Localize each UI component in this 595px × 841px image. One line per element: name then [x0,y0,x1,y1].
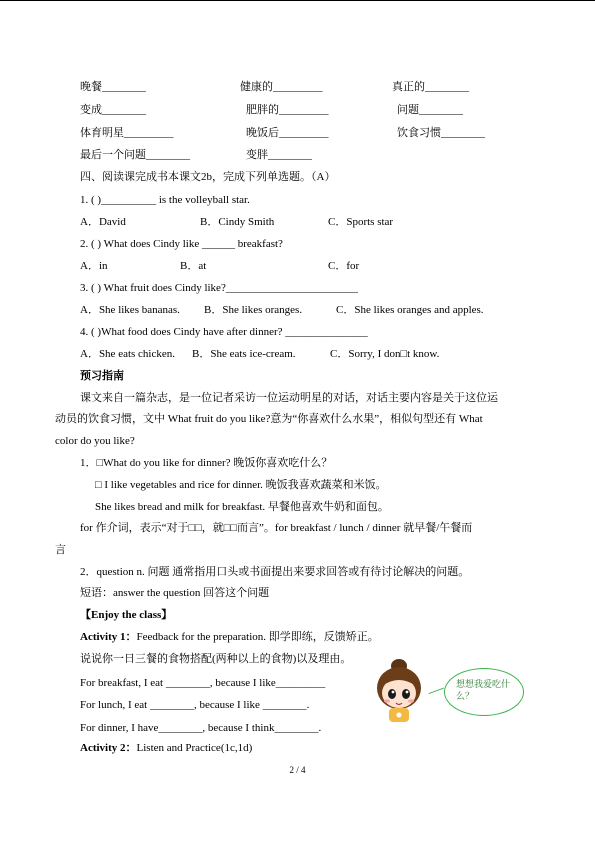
option: C．for [328,260,360,272]
question-stem: 1. ( )__________ is the volleyball star. [80,194,250,206]
option: A．David [80,216,126,228]
option: B．Cindy Smith [200,216,275,228]
option: B．She eats ice-cream. [192,348,296,360]
page-number: 2 / 4 [289,765,306,775]
paragraph-line: 2．question n. 问题 通常指用口头或书面提出来要求回答或有待讨论解决的问题。 [80,566,470,578]
vocab-item: 健康的_________ [240,81,323,93]
vocab-item: 变成________ [80,104,146,116]
activity-1 [80,630,379,644]
paragraph-line: 1．□What do you like for dinner? 晚饭你喜欢吃什么？ [80,457,333,469]
paragraph-line: She likes bread and milk for breakfast. 早餐他喜欢牛奶和面包。 [95,501,389,513]
activity-text: Listen and Practice(1c,1d) [136,742,253,754]
option: A．She eats chicken. [80,348,175,360]
fill-sentence: For breakfast, I eat ________, because I like_________ [80,677,326,689]
option: C．Sports star [328,216,394,228]
vocab-item: 真正的________ [392,81,469,93]
paragraph-line: 短语：answer the question 回答这个问题 [80,587,270,599]
paragraph-line: 言 [55,544,66,556]
vocab-item: 变胖________ [246,149,312,161]
paragraph-line: 课文来自一篇杂志，是一位记者采访一位运动明星的对话，对话主要内容是关于这位运 [80,392,498,404]
option: B．at [180,260,207,272]
paragraph-line: for 作介词，表示“对于□□，就□□而言”。for breakfast / lunch / dinner 就早餐/午餐而 [80,522,473,534]
activity-text: Feedback for the preparation. 即学即练，反馈矫正。 [136,631,379,643]
paragraph-line: 动员的饮食习惯，文中 What fruit do you like?意为“你喜欢什么水果”，相似句型还有 What [55,413,483,425]
option: C．Sorry, I don□t know. [330,348,440,360]
activity-instruction: 说说你一日三餐的食物搭配(两种以上的食物)以及理由。 [80,653,352,665]
question-stem: 3. ( ) What fruit does Cindy like?________________________ [80,282,358,294]
question-stem: 4. ( )What food does Cindy have after dinner? _______________ [80,326,368,338]
speech-bubble-text: 想想我爱吃什么？ [456,680,511,702]
header-rule [0,0,595,1]
enjoy-title: 【Enjoy the class】 [80,609,173,621]
option: A．She likes bananas. [80,304,180,316]
activity-label: Activity 2： [80,742,137,754]
vocab-item: 肥胖的_________ [246,104,329,116]
activity-label: Activity 1： [80,631,137,643]
fill-sentence: For lunch, I eat ________, because I like ________. [80,699,310,711]
section-title: 四、阅读课完成书本课文2b，完成下列单选题。（A） [80,171,336,183]
speech-bubble-tail [429,688,448,704]
vocab-item: 最后一个问题________ [80,149,190,161]
paragraph-line: color do you like? [55,435,135,447]
paragraph-line: □ I like vegetables and rice for dinner. 晚饭我喜欢蔬菜和米饭。 [95,479,387,491]
option: B．She likes oranges. [204,304,303,316]
guide-title: 预习指南 [80,370,124,382]
fill-sentence: For dinner, I have________, because I think________. [80,722,322,734]
vocab-item: 问题________ [397,104,463,116]
vocab-item: 体育明星_________ [80,127,174,139]
option: C．She likes oranges and apples. [336,304,484,316]
question-stem: 2. ( ) What does Cindy like ______ breakfast? [80,238,283,250]
girl-cartoon-icon [368,656,430,726]
vocab-item: 晚饭后_________ [246,127,329,139]
option: A．in [80,260,108,272]
vocab-item: 晚餐________ [80,81,146,93]
activity-2 [80,741,252,755]
vocab-item: 饮食习惯________ [397,127,485,139]
